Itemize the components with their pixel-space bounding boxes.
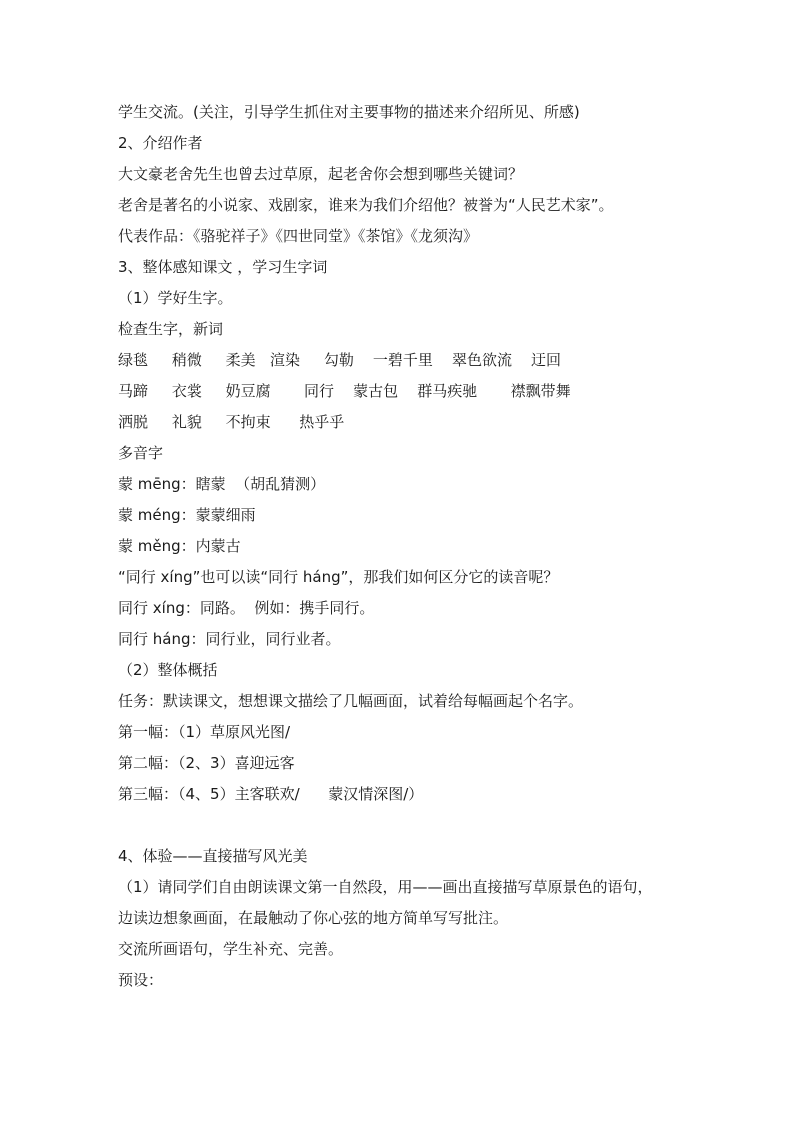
text-line: 大文豪老舍先生也曾去过草原，起老舍你会想到哪些关键词？ <box>118 165 524 183</box>
vocabulary-row: 洒脱 礼貌 不拘束 热乎乎 <box>118 413 345 431</box>
pronunciation-line: 同行 xíng：同路。 例如：携手同行。 <box>118 599 375 617</box>
pronunciation-line: 蒙 méng：蒙蒙细雨 <box>118 506 256 524</box>
text-line: 检查生字，新词 <box>118 320 224 338</box>
text-line: 第三幅：（4、5）主客联欢/ 蒙汉情深图/） <box>118 785 424 803</box>
section-heading: 2、介绍作者 <box>118 134 203 152</box>
text-line: 交流所画语句，学生补充、完善。 <box>118 940 344 958</box>
vocabulary-row: 绿毯 稍微 柔美 渲染 勾勒 一碧千里 翠色欲流 迂回 <box>118 351 562 369</box>
text-line: 代表作品：《骆驼祥子》《四世同堂》《茶馆》《龙须沟》 <box>118 227 479 245</box>
text-line: 预设： <box>118 971 164 989</box>
pronunciation-line: 蒙 mēng：瞎蒙 （胡乱猜测） <box>118 475 326 493</box>
text-line: （1）请同学们自由朗读课文第一自然段，用——画出直接描写草原景色的语句， <box>118 878 653 896</box>
pronunciation-line: 同行 háng：同行业，同行业者。 <box>118 630 341 648</box>
text-line: 学生交流。(关注，引导学生抓住对主要事物的描述来介绍所见、所感) <box>118 103 580 121</box>
text-line: 第二幅：（2、3）喜迎远客 <box>118 754 295 772</box>
subsection-heading: （2）整体概括 <box>118 661 218 679</box>
text-line: “同行 xíng”也可以读“同行 háng”，那我们如何区分它的读音呢？ <box>118 568 559 586</box>
text-line: 边读边想象画面，在最触动了你心弦的地方简单写写批注。 <box>118 909 509 927</box>
vocabulary-row: 马蹄 衣裳 奶豆腐 同行 蒙古包 群马疾驰 襟飘带舞 <box>118 382 571 400</box>
text-line: 老舍是著名的小说家、戏剧家，谁来为我们介绍他？被誉为“人民艺术家”。 <box>118 196 614 214</box>
text-line: 第一幅：（1）草原风光图/ <box>118 723 291 741</box>
section-heading: 3、整体感知课文 ，学习生字词 <box>118 258 328 276</box>
text-line: 任务：默读课文，想想课文描绘了几幅画面，试着给每幅画起个名字。 <box>118 692 584 710</box>
subsection-heading: （1）学好生字。 <box>118 289 233 307</box>
pronunciation-line: 蒙 měng：内蒙古 <box>118 537 241 555</box>
section-heading: 4、体验——直接描写风光美 <box>118 847 308 865</box>
blank-line <box>118 810 678 841</box>
document-body <box>118 97 678 996</box>
text-line: 多音字 <box>118 444 164 462</box>
